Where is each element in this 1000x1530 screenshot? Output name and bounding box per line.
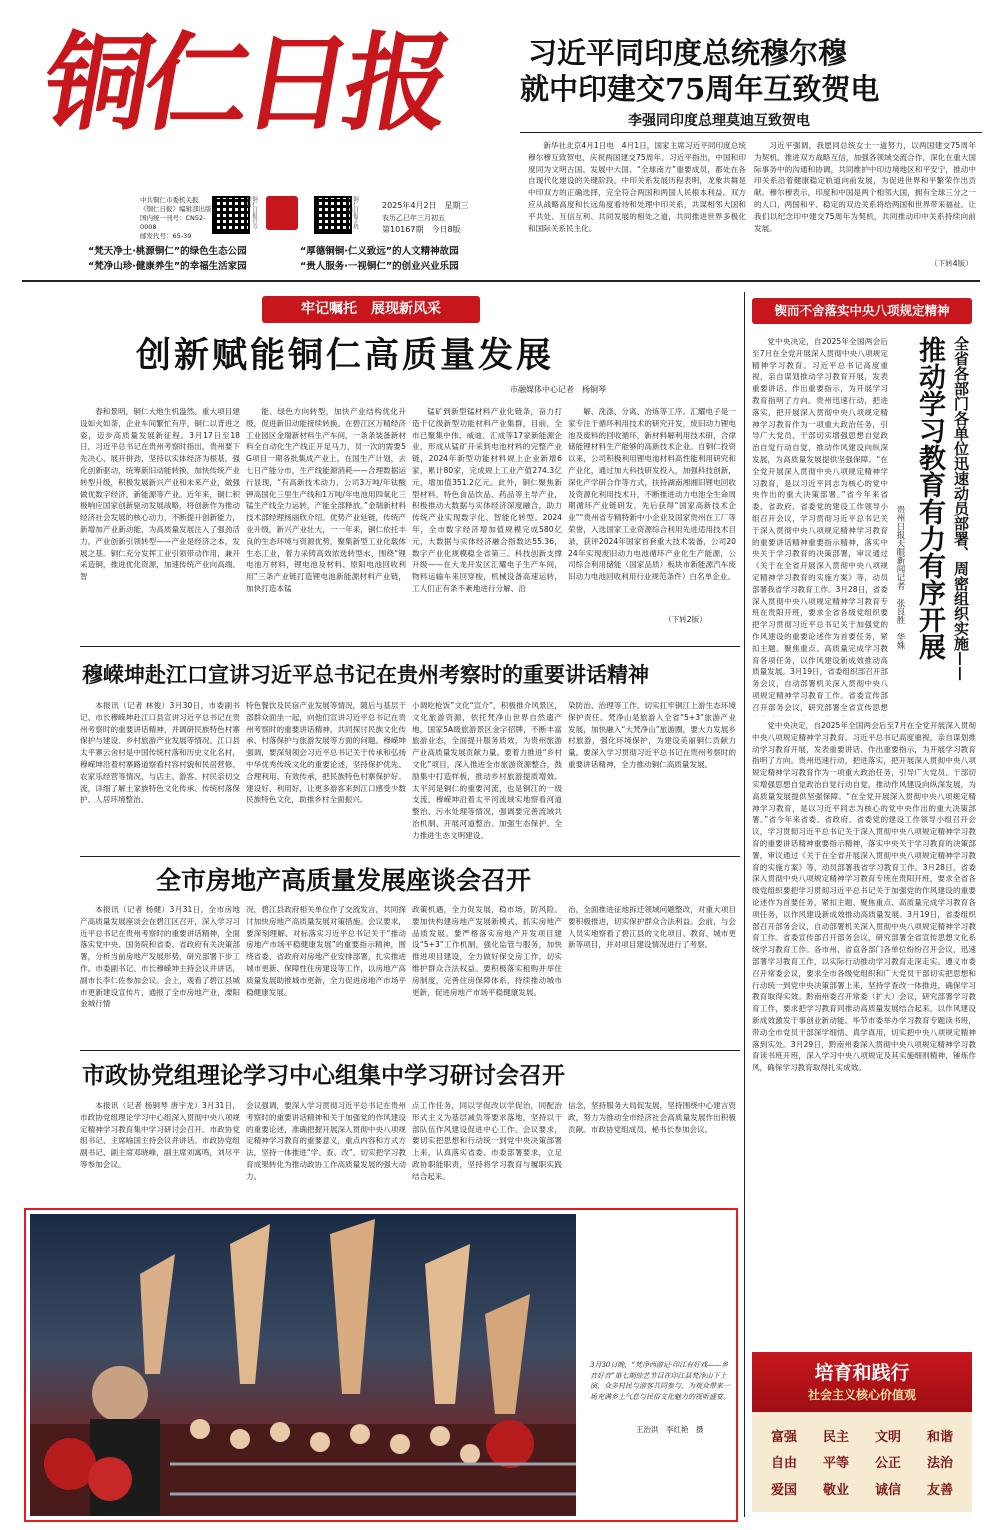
issue-weekday: 星期三: [444, 201, 469, 210]
feature-byline: 市融媒体中心记者 杨铜琴: [510, 385, 606, 394]
emblem-icon: [266, 196, 298, 230]
values-banner-sub: 社会主义核心价值观: [807, 1388, 916, 1402]
values-banner-title: 培育和践行: [814, 1362, 910, 1384]
feature-col2: 能、绿色方向转型，加快产业结构优化升级，促进新旧动能接续转换。在碧江区万精经济工业园区金瑞新材料生产车间，一条条装备新材料全自动化生产线正开足马力，员一次的需要5G项目一期各批集成产业上，在国生产计划，去七日产能分市，生产线能源消耗——合理数据运行显现，“有高新技术动力，公司3万吨/年钛酸钾高国化三里生产线和1万吨/年电池用四氧化三锰生产线全力运转，产能全部释放。”金瑞新材料技术部经理杨丽欣介绍。优势产业延链，传统产业升级，新兴产业壮大，一一年来，铜仁依托丰良的生态环境与资源优势，聚集新型工业化载体生态工业，着力采铸高效浓选转型水，围绕“锂电池万材料，锂电池及材料、原阳电池回收利用”三条产业链打造锂电池新能源材料产业链，加快打造本锰: [246, 407, 406, 593]
slogan: “厚德铜铜·仁义致远”的人文精神故园: [300, 246, 459, 257]
story4-col2: 会议强调，要深入学习贯彻习近平总书记在贵州考察时的重要讲话精神和关于加强党的作风建设的重要论述，准确把握开展深入贯彻中央八项规定精神学习教育的重要意义，重点内容和方式方法，坚持一体推进“学、查、改”，切实把学习教育成果转化为推动政协工作高质量发展的强大动力。: [246, 1101, 406, 1181]
story4-col4: 信念，坚持服务大局促发展，坚持围绕中心建言资政，努力为推动全市经济社会高质量发展作出积极贡献。市政协党组成员、秘书长参加会议。: [568, 1101, 736, 1134]
story4-headline[interactable]: 市政协党组理论学习中心组集中学习研讨会召开: [82, 1062, 565, 1089]
slogan: “贵人服务·一视铜仁”的创业兴业乐园: [300, 261, 459, 272]
values-grid: [752, 1412, 972, 1512]
story3-col2: 况，碧江县政府相关单位作了交流发言，共同探讨加快房地产高质量发展对策措施。会议要求，要深刻理解、对标落实习近平总书记关于“推动房地产市场平稳健康发展”的重要指示精神，围绕省委、省政府对房地产业安排部署，扎实推进城市更新、保障性住房建设等工作，以房地产高质量发展助推城市更新，全力促进房地产市场平稳健康发展。: [246, 905, 406, 997]
column-divider: [744, 292, 745, 1517]
photo-caption: 3月30日晚，“梵净西游记·印江有好戏——乡音好音”第七期综艺节目在印江县梵净山下上演，众多村民与游客共同参与，为观众带来一场充满乡土气息与民俗文化魅力的视听盛宴。: [590, 1361, 730, 1401]
publisher-line: 邮发代号：65-39: [140, 232, 192, 240]
story4-col3: 点工作任务，同以学促改以学促治，同配治形式主义为基层减负等要求落地，坚持以干部队伍作风建设促进中心工作。会议要求，要切实把思想和行动统一到党中央决策部署上来，认真落实省委、市委部署要求，立足政协职能职责，坚持将学习教育与履职实践结合起来。: [412, 1101, 562, 1181]
event-photo[interactable]: [30, 1214, 576, 1516]
lead-body-col2: 习近平强调，我愿同总统女士一道努力，以两国建交75周年为契机，推进双方战略互信，加强各领域交流合作，深化在重大国际事务中的沟通和协调，共同维护中印边境地区和平安宁，推动中印关系沿着健康稳定轨道向前发展，为促进世界和平繁荣作出贡献。穆尔穆表示，印度和中国是两个相邻大国，拥有全球三分之一的人口，两国和平、稳定的双边关系将给两国和世界带来福祉。让我们以纪念印中建交75周年为契机，共同推动印中关系持续向前发展。: [754, 141, 976, 233]
issue-lunar: 农历乙巳年三月初五: [382, 214, 445, 222]
feature-continue[interactable]: （下转2版）: [664, 615, 707, 624]
sidebar-title-main[interactable]: 推动学习教育有力有序开展: [914, 336, 945, 660]
lead-divider: [520, 132, 982, 133]
value-item: 公正: [874, 1456, 901, 1472]
publisher-info: [140, 196, 220, 241]
story2-divider: [80, 856, 740, 857]
lead-subtitle: 李强同印度总理莫迪互致贺电: [628, 113, 810, 129]
feature-col1: 春和景明，铜仁大地生机盎然。重大项目建设如火如荼，企业车间繁忙有序，铜仁以背进之姿，迈步高质量发展新征程。3月17日至18日，习近平总书记在贵州考察时指出，贵州要下先决心、展开拼劲，坚持以实体经济为根基，强化创新驱动，统筹新旧动能转换，加快传统产业转型升级，积极发展新兴产业和未来产业，做强做优数字经济，新能源等产业。近年来，铜仁积极响应国家创新驱动发展战略，将创新作为推动经济社会发展的核心动力，不断提升创新能力，新增加产业新动能，为高质量发展注入了强劲活力。产业创新引领转型——产业是经济之本，发展之基。铜仁充分发挥工业引领带动作用，兼开采造铜，推进优化资源，加速传统产业向高端、智: [80, 407, 240, 582]
values-banner: [752, 1352, 972, 1412]
value-item: 敬业: [822, 1483, 849, 1499]
qr-caption-app: 铜仁日报手机客户端: [346, 196, 358, 229]
photo-credit: 王治洪 李红艳 摄: [636, 1425, 704, 1434]
newspaper-logo: 铜仁日报: [34, 20, 457, 145]
story2-headline[interactable]: 穆嵘坤赴江口宣讲习近平总书记在贵州考察时的重要讲话精神: [82, 662, 649, 687]
value-item: 民主: [822, 1429, 849, 1445]
issue-date: 2025年4月2日: [382, 201, 437, 210]
publisher-line: 国内统一刊号：CN52-0008: [140, 214, 206, 231]
photo-illustration: [30, 1214, 576, 1516]
story2-col4: 染防治、治理等工作，切实扛牢铜江上游生态环境保护责任。梵净山是旅游入全省“5+3”旅游产业发展，加快融入“大梵净山”旅游圈，要大力发展乡村旅游，强化环境保护，为建设美丽铜仁贡献力量。要深入学习贯彻习近平总书记在贵州考察时的重要讲话精神，全力推动铜仁高质量发展。: [568, 701, 736, 769]
value-item: 法治: [926, 1456, 953, 1472]
slogan: “梵净山珍·健康养生”的幸福生活家园: [88, 261, 247, 272]
sidebar-header[interactable]: 锲而不舍落实中央八项规定精神: [752, 298, 972, 324]
value-item: 平等: [822, 1456, 849, 1472]
slogan: “梵天净土·桃源铜仁”的绿色生态公园: [88, 246, 247, 257]
sidebar-title-sub: 全省各部门各单位迅速动员部署、周密组织实施——: [952, 336, 970, 681]
feature-col4: 解、洗涤、分离、冶炼等工序。汇耀电子是一家专注于循环利用技术的研究开发，废旧动力锂电池及废料的回收循环，新材料解利用技术研，合律储能锂材料生产能够的高新技术企业。自铜仁投资以来，公司积极利用锂电池材料高性能利用研究和产业化，通过加大科技研发投入，加强科技创新，深化产学研合作等方式，扶持湖南湘湘旧锂电回收及资源化利用技术升，不断推进动力电池全生命周期循环产业链研发，先后获得“国家高新技术企业”“贵州省专精特新中小企业及国家贵州在工厂等荣誉，入选国家工业资源综合利用先进适用技术目录，获评2024年国家首套重大技术装备，公司2024年实现废旧动力电池循环产业化生产能源，公司综合利用储能（国家品质）板块市新能源汽车废旧动力电池回收利用行业规范条件）白名单企业。: [568, 407, 736, 582]
lead-headline-1[interactable]: 习近平同印度总统穆尔穆: [528, 36, 848, 70]
feature-headline[interactable]: 创新赋能铜仁高质量发展: [136, 335, 555, 376]
sidebar-byline: 贵州日报天眼新闻记者 张良胜 华姝: [895, 505, 905, 650]
lead-body-col1: 新华社北京4月1日电 4月1日，国家主席习近平同印度总统穆尔穆互致贺电，庆祝两国建交75周年。习近平指出，中国和印度同为文明古国、发展中大国、“全球南方”重要成员，都处在各自现代化建设的关键阶段。中印关系发展历程表明，龙象共舞是中印双方的正确选择，完全符合两国和两国人民根本利益。双方应从战略高度和长远角度看待和处理中印关系，共谋相邻大国和平共处、互信互利、共同发展的相处之道，共同推进世界多极化和国际关系民主化。: [528, 141, 746, 233]
sidebar-body: 党中央决定，自2025年全国两会后至7月在全党开展深入贯彻中央八项规定精神学习教育。习近平总书记高度重视，亲自谋划推动学习教育开展，发表重要讲话、作出重要指示，为开展学习教育指明了方向。贵州迅速行动，把进落实，把开展深入贯彻中央八项规定精神学习教育作为一项重大政治任务，引导广大党员、干部切实增强思想自觉政治自觉行动自觉，推动作风建设向纵深发展，为高质量发展提供坚强保障。“在全党开展深入贯彻中央八项规定精神学习教育，是以习近平同志为核心的党中央作出的重大决策部署。”省今年来省委、省政府、省委党的建设工作领导小组召开会议，学习贯彻习近平总书记关于深入贯彻中央八项规定精神学习教育的重要讲话精神重要指示精神，落实中央关于学习教育的决策部署，审议通过《关于在全省开展深入贯彻中央八项规定精神学习教育的实施方案》等，动员部署我省学习教育工作。3月28日，省委深入贯彻中央八项规定精神学习教育专班在贵阳开班，要求全省各级党组织要把学习贯彻习近平总书记关于加强党的作风建设的重要论述作为首要任务，紧扣主题、聚焦重点、高质量完成学习教育各项任务，以作风建设新成效推动高质量发展。3月19日，省委组织部召开部务会议，自动部署机关深入贯彻中央八项规定精神学习教育工作。省委宣传部召开部务会议，研究部署全省宣传思想: [752, 337, 888, 712]
story2-col2: 特色餐饮及民宿产业发展等情况，随后与基层干部群众面坐一起，向他们宣讲习近平总书记在贵州考察时的重要讲话精神，共同探讨民族文化传承、村落保护与旅游发展等方面的问题。穆嵘坤强调，要深刻领会习近平总书记关于传承和弘扬中华优秀传统文化的重要论述，坚持保护优先、合理利用、有效传承，把民族特色村寨保护好、建设好、利用好，让更多游客来到江口感受少数民族特色文化，助推乡村全面振兴。: [246, 701, 406, 805]
qr-caption-wechat: 铜仁日报官方微信: [245, 196, 257, 229]
story2-col3: 小调吃枪饭”文化“宣介”，积极推介风景区，文化旅游资源，依托梵净山世界自然遗产地，国家5A级旅游景区金字招牌，不断丰富旅游业态，全面提升服务质效，为贵州旅游产业高质量发展贡献力量。要着力推进“乡村文化”项目，深入推进全市旅游资源整合，鼓励集中打造样板，推动乡村旅游提质增效。太平河是铜仁的重要河流，也是铜江的一级支流，穆嵘坤沿着太平河流域实地察看河道整治、污水处理等情况，强调要完善流域共治机制、开展河道整治、加强生态保护、全力推进生态文明建设。: [412, 701, 562, 840]
lead-continue[interactable]: （下转4版）: [930, 259, 973, 268]
value-item: 友善: [926, 1483, 953, 1499]
value-item: 和谐: [926, 1429, 953, 1445]
value-item: 诚信: [874, 1483, 901, 1499]
feature-divider: [80, 646, 740, 647]
issue-number: 第10167期: [382, 225, 424, 234]
value-item: 自由: [770, 1456, 797, 1472]
issue-info: [382, 200, 522, 236]
story4-col1: 本报讯（记者 杨铜琴 唐宇龙）3月31日，市政协党组理论学习中心组深入贯彻中央八项规定精神学习教育集中学习研讨会召开。市政协党组书记、主席喻国主持会议并讲话。市政协党组副书记、副主席邓晓峰，副主席刘寓鸣，刘尽平等参加会议。: [80, 1101, 240, 1169]
publisher-line: 《铜仁日报》编辑部出版: [140, 205, 212, 213]
story3-divider: [80, 1050, 740, 1051]
publisher-line: 中共铜仁市委机关报: [140, 196, 199, 204]
sidebar-body-continued: 党中央决定，自2025年全国两会后至7月在全党开展深入贯彻中央八项规定精神学习教育。习近平总书记高度重视，亲自谋划推动学习教育开展，发表重要讲话、作出重要指示，为开展学习教育指明了方向。贵州迅速行动，把进落实，把开展深入贯彻中央八项规定精神学习教育作为一项重大政治任务，引导广大党员、干部切实增强思想自觉政治自觉行动自觉，推动作风建设向纵深发展，为高质量发展提供坚强保障。“在全党开展深入贯彻中央八项规定精神学习教育，是以习近平同志为核心的党中央作出的重大决策部署。”省今年来省委、省政府、省委党的建设工作领导小组召开会议，学习贯彻习近平总书记关于深入贯彻中央八项规定精神学习教育的重要讲话精神重要指示精神，落实中央关于学习教育的决策部署，审议通过《关于在全省开展深入贯彻中央八项规定精神学习教育的实施方案》等，动员部署我省学习教育工作。3月28日，省委深入贯彻中央八项规定精神学习教育专班在贵阳开班，要求全省各级党组织要把学习贯彻习近平总书记关于加强党的作风建设的重要论述作为首要任务，紧扣主题、聚焦重点、高质量完成学习教育各项任务，以作风建设新成效推动高质量发展。3月19日，省委组织部召开部务会议，自动部署机关深入贯彻中央八项规定精神学习教育工作。省委宣传部召开部务会议，研究部署全省宣传思想文化系统学习教育工作。各市州、省直各部门各单位纷纷召开会议，迅速部署学习教育工作，以实际行动推动学习教育走深走实。遵义市委召开常委会议，要求全市各级党组织和广大党员干部切实把思想和行动统一到党中央决策部署上来，坚持学查改一体推进，确保学习教育取得实效。黔南州委召开常委（扩大）会议，研究部署学习教育工作，要求把学习教育同推动高质量发展结合起来，以作风建设新成效激发干事创业新动能。毕节市委举办学习教育专题读书班，带动全市党员干部深学细悟、真学真用，切实把中央八项规定精神落到实处。3月29日，黔南州委深入贯彻中央八项规定精神学习教育读书班开班，深入学习中央八项规定及其实施细则精神，锤炼作风，确保学习教育取得扎实成效。: [752, 721, 976, 1073]
story3-col1: 本报讯（记者 杨健）3月31日，全市房地产高质量发展座谈会在碧江区召开，深入学习习近平总书记在贵州考察时的重要讲话精神，全面落实党中央、国务院和省委、省政府有关决策部署，分析当前房地产发展形势，研究部署下步工作。市委副书记、市长穆嵘坤主持会议并讲话，副市长李仁佐参加会议。会上，观看了碧江县城市更新建设宣传片，通报了全市房地产业，溧阳金城行情: [80, 905, 240, 1009]
lead-headline-2[interactable]: 就中印建交75周年互致贺电: [520, 72, 880, 106]
story3-col4: 治，全面推进征地拆迁领域问题整改，对重大项目要积极推进，切实保护群众合法利益。会前，与会人员实地察看了碧江县的文化项目、教育、城市更新等项目，并对项目建设情况进行了考察。: [568, 905, 736, 950]
story3-col3: 政策机遇，全力促发展，稳市场，防风险。要加快构建房地产发展新模式，抓实房地产品质发展。要严格落实房地产开发项目建设“5+3”工作机制，强化监管与服务，加快推进项目建设，全力做好保交房工作，切实维护群众合法权益。要积极落实租购并举住房制度，完善住房保障体系，持续推动城市更新，促进房地产市场平稳健康发展。: [412, 905, 562, 997]
issue-pages: 今日8版: [431, 225, 461, 234]
value-item: 文明: [874, 1429, 901, 1445]
story3-headline[interactable]: 全市房地产高质量发展座谈会召开: [156, 866, 532, 895]
feature-col3: 锰矿到新型锰材料产业化链条，奋力打造千亿级新型功能材料产业集群，目前，全市已聚集中伟、威迪、汇成等17家新能源企业，形成从锰矿开采到电池材料的完整产业链，2024年新型功能材料规上企业新增6家，累计80家，完成规上工业产值274.3亿元，增加值351.2亿元。此外，铜仁聚焦新型材料，特色食品饮品、药品等主导产业，积极推动大数据与实体经济深度融合，助力传统产业实现数字化、智能化转型。2024年，全市数字经济增加值规模完成580亿元，大数据与实体经济融合指数达55.36，数字产业化规模稳全省第三。科技创新支撑升级——在大龙开发区汇耀电子生产车间，物料运输车来回穿梭，机械设备高速运转，工人们正有条不紊地进行分解、沿: [412, 407, 562, 593]
feature-kicker: 牢记嘱托 展现新风采: [262, 296, 480, 323]
value-item: 富强: [770, 1429, 797, 1445]
value-item: 爱国: [770, 1483, 797, 1499]
masthead-divider: [22, 280, 980, 282]
story2-col1: 本报讯（记者 林俊）3月30日，市委副书记、市长穆嵘坤赴江口县宣讲习近平总书记在贵州考察时的重要讲话精神，并调研民族特色村寨保护与建设、乡村旅游产业发展等情况。江口县太平寨云舍村是中国传统村落和历史文化名村，穆嵘坤沿着村寨路道察看村容村貌和民居营修、农家乐经营等情况，与店主、游客、村民亲切交流，详细了解土家族特色文化传承、传统村落保护、人居环境整治、: [80, 701, 240, 805]
